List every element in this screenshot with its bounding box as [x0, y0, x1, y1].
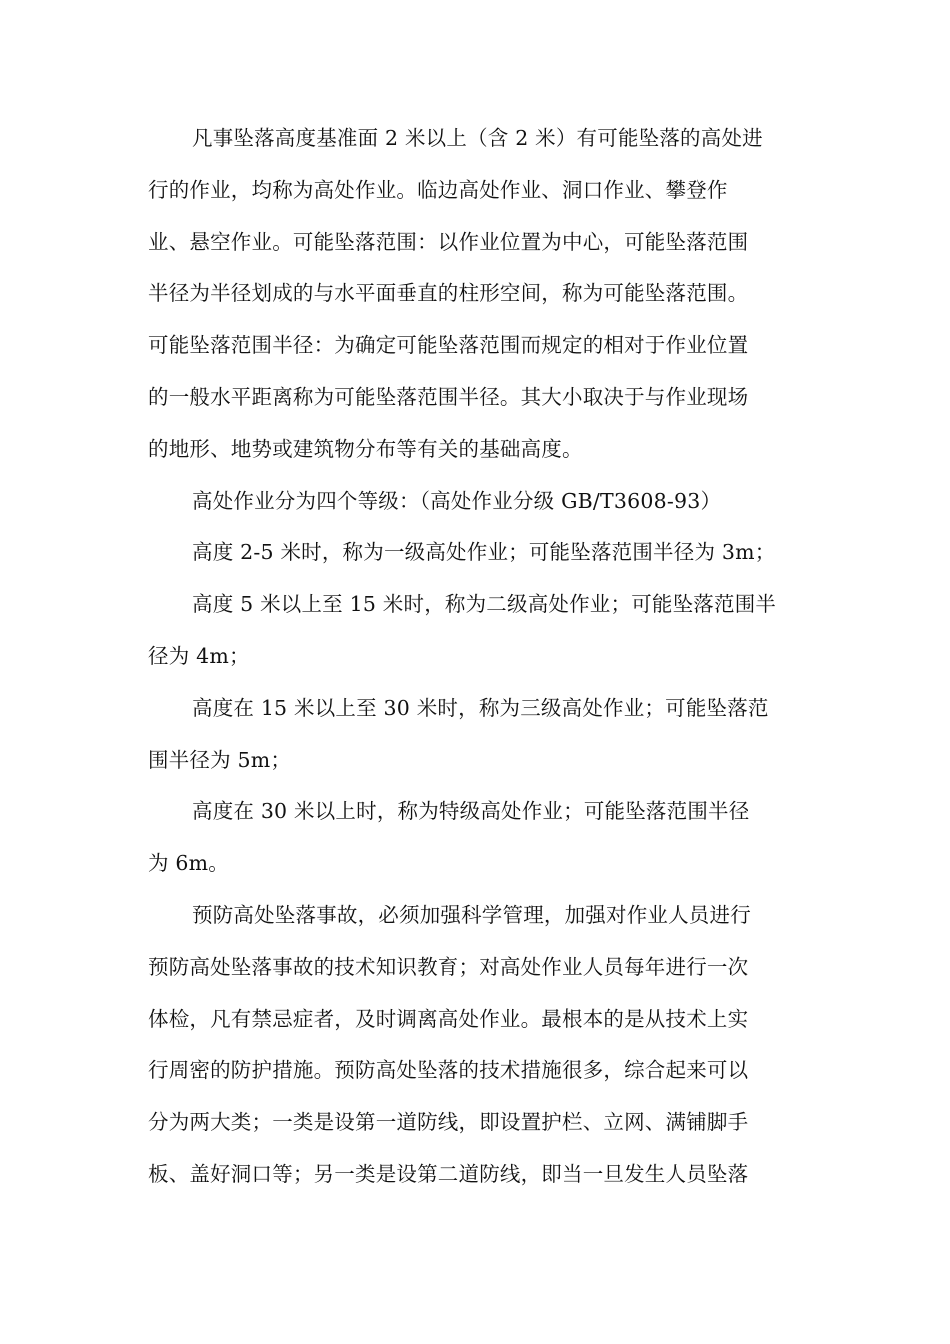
text-line: 业、悬空作业。可能坠落范围：以作业位置为中心，可能坠落范围 — [148, 229, 749, 254]
text-line: 的地形、地势或建筑物分布等有关的基础高度。 — [148, 436, 583, 461]
text-line: 体检，凡有禁忌症者，及时调离高处作业。最根本的是从技术上实 — [148, 1006, 749, 1031]
text-line: 凡事坠落高度基准面 2 米以上（含 2 米）有可能坠落的高处进 — [192, 126, 763, 150]
text-line: 高度在 15 米以上至 30 米时，称为三级高处作业；可能坠落范 — [192, 695, 769, 720]
text-line: 行周密的防护措施。预防高处坠落的技术措施很多，综合起来可以 — [148, 1058, 749, 1083]
text-line: 预防高处坠落事故，必须加强科学管理，加强对作业人员进行 — [192, 902, 751, 927]
text-line: 的一般水平距离称为可能坠落范围半径。其大小取决于与作业现场 — [148, 384, 749, 409]
text-line: 预防高处坠落事故的技术知识教育；对高处作业人员每年进行一次 — [148, 954, 749, 979]
text-line: 径为 4m； — [148, 643, 250, 668]
text-line: 为 6m。 — [148, 851, 229, 876]
text-line: 高处作业分为四个等级：（高处作业分级 GB/T3608-93） — [192, 488, 722, 513]
text-line: 可能坠落范围半径：为确定可能坠落范围而规定的相对于作业位置 — [148, 333, 749, 358]
text-line: 高度在 30 米以上时，称为特级高处作业；可能坠落范围半径 — [192, 799, 750, 824]
text-line: 高度 2-5 米时，称为一级高处作业；可能坠落范围半径为 3m； — [192, 540, 776, 565]
text-line: 围半径为 5m； — [148, 747, 292, 772]
text-line: 半径为半径划成的与水平面垂直的柱形空间，称为可能坠落范围。 — [148, 281, 749, 306]
text-line: 分为两大类；一类是设第一道防线，即设置护栏、立网、满铺脚手 — [148, 1110, 749, 1135]
text-line: 高度 5 米以上至 15 米时，称为二级高处作业；可能坠落范围半 — [192, 592, 777, 617]
text-line: 板、盖好洞口等；另一类是设第二道防线，即当一旦发生人员坠落 — [148, 1161, 749, 1186]
document-body — [148, 118, 808, 1206]
text-line: 行的作业，均称为高处作业。临边高处作业、洞口作业、攀登作 — [148, 177, 728, 202]
